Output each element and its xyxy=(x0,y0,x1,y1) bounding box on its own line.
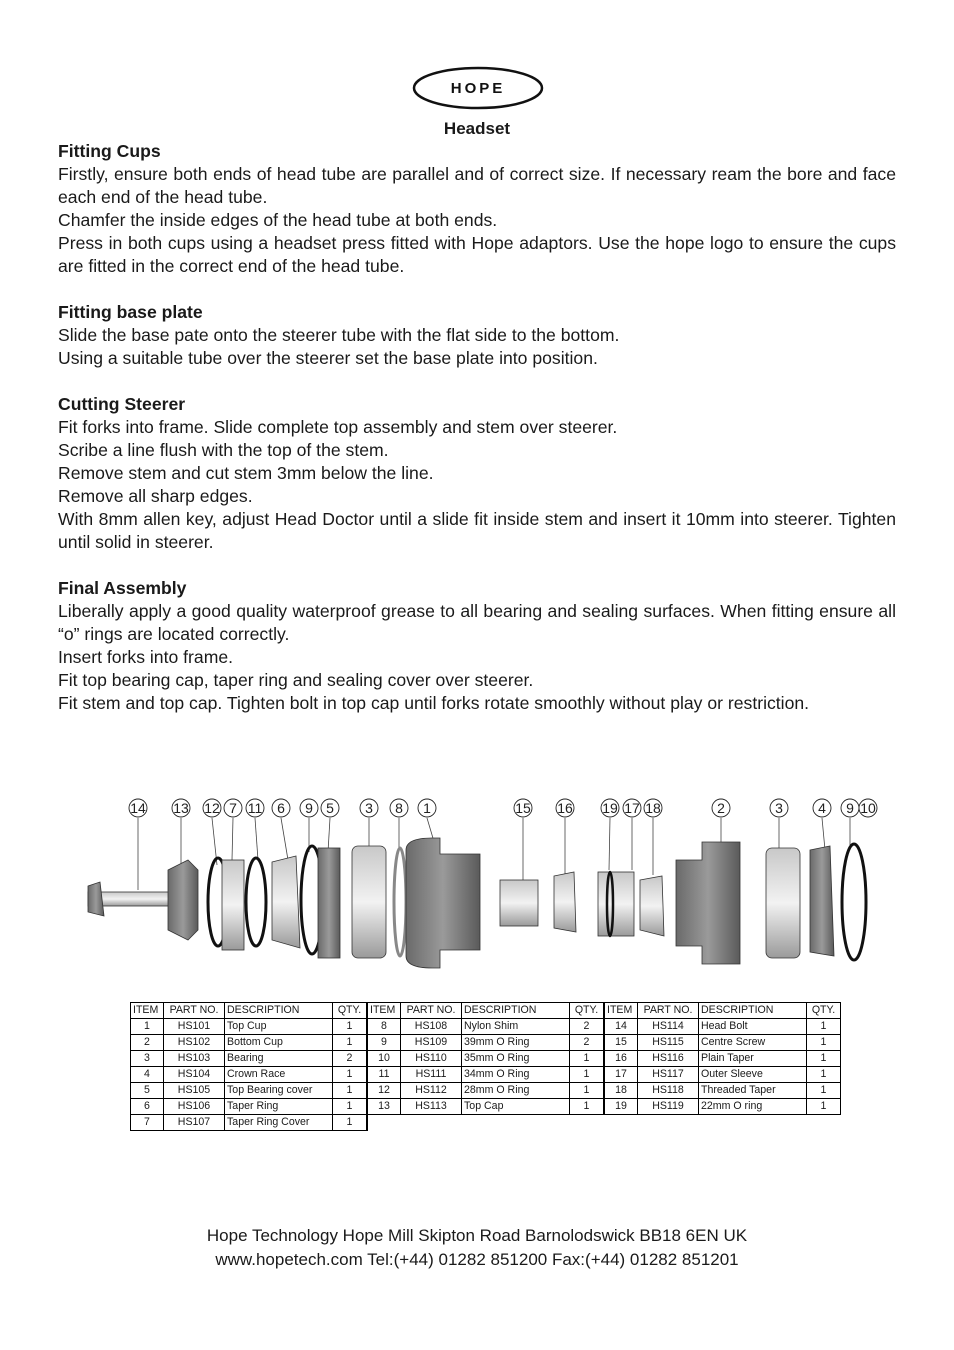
callout-3 xyxy=(360,799,378,817)
table-cell: HS107 xyxy=(164,1115,225,1131)
table-cell: HS102 xyxy=(164,1035,225,1051)
table-cell: Taper Ring Cover xyxy=(225,1115,333,1131)
section-fitting-cups xyxy=(58,140,896,278)
table-cell: 1 xyxy=(333,1067,368,1083)
callout-15 xyxy=(514,799,532,817)
table-cell: Bottom Cup xyxy=(225,1035,333,1051)
callout-14 xyxy=(129,799,147,817)
table-cell: 1 xyxy=(807,1099,841,1115)
table-cell: 34mm O Ring xyxy=(462,1067,570,1083)
column-header: ITEM xyxy=(131,1003,164,1019)
table-cell: 8 xyxy=(367,1019,401,1035)
callout-number: 3 xyxy=(775,800,783,816)
callout-18 xyxy=(644,799,662,817)
callout-1 xyxy=(418,799,436,817)
table-cell: 13 xyxy=(367,1099,401,1115)
section-final-assembly xyxy=(58,577,896,715)
table-cell: Top Cap xyxy=(462,1099,570,1115)
callout-number: 7 xyxy=(229,800,237,816)
table-cell: 6 xyxy=(131,1099,164,1115)
document-title: Headset xyxy=(443,119,511,138)
table-cell: 1 xyxy=(333,1083,368,1099)
paragraph: Press in both cups using a headset press fitted with Hope adaptors. Use the hope logo to ensure the cups are fitted in the correct end of the head tube. xyxy=(58,233,896,276)
table-cell: HS118 xyxy=(638,1083,699,1099)
table-cell: 1 xyxy=(807,1019,841,1035)
table-cell: 17 xyxy=(604,1067,638,1083)
table-row xyxy=(131,1115,841,1131)
section-heading: Fitting base plate xyxy=(58,302,203,322)
column-header: DESCRIPTION xyxy=(699,1003,807,1019)
empty-cell xyxy=(401,1115,462,1131)
part-bearing xyxy=(766,848,800,958)
callout-number: 16 xyxy=(557,800,573,816)
part-35mm-o-ring xyxy=(842,844,866,960)
callout-2 xyxy=(712,799,730,817)
table-cell: HS104 xyxy=(164,1067,225,1083)
table-cell: Taper Ring xyxy=(225,1099,333,1115)
callout-number: 10 xyxy=(860,800,876,816)
section-fitting-base-plate xyxy=(58,301,896,370)
callout-17 xyxy=(623,799,641,817)
table-cell: 11 xyxy=(367,1067,401,1083)
table-cell: 2 xyxy=(570,1019,605,1035)
table-cell: 10 xyxy=(367,1051,401,1067)
paragraph: Liberally apply a good quality waterproof grease to all bearing and sealing surfaces. When fitting ensure all “o” rings are located correctly. xyxy=(58,601,896,644)
table-cell: HS119 xyxy=(638,1099,699,1115)
table-cell: 16 xyxy=(604,1051,638,1067)
table-cell: 22mm O ring xyxy=(699,1099,807,1115)
callout-number: 4 xyxy=(818,800,826,816)
callout-13 xyxy=(172,799,190,817)
parts-table xyxy=(130,1002,841,1131)
callout-4 xyxy=(813,799,831,817)
column-header: QTY. xyxy=(333,1003,368,1019)
callout-number: 14 xyxy=(130,800,146,816)
callout-number: 2 xyxy=(717,800,725,816)
table-cell: Head Bolt xyxy=(699,1019,807,1035)
logo-text: HOPE xyxy=(450,80,506,97)
table-cell: HS116 xyxy=(638,1051,699,1067)
table-cell: HS112 xyxy=(401,1083,462,1099)
callout-number: 9 xyxy=(846,800,854,816)
footer-address: Hope Technology Hope Mill Skipton Road Barnolodswick BB18 6EN UK xyxy=(206,1226,748,1245)
part-crown-race xyxy=(810,846,834,956)
callout-number: 3 xyxy=(365,800,373,816)
part-taper-ring xyxy=(272,856,300,948)
empty-cell xyxy=(462,1115,570,1131)
column-header: ITEM xyxy=(604,1003,638,1019)
part-bearing xyxy=(352,846,386,958)
table-cell: 7 xyxy=(131,1115,164,1131)
column-header: PART NO. xyxy=(638,1003,699,1019)
part-outer-sleeve xyxy=(598,872,634,936)
table-cell: 1 xyxy=(807,1067,841,1083)
paragraph: With 8mm allen key, adjust Head Doctor until a slide fit inside stem and insert it 10mm into steerer. Tighten until solid in steerer. xyxy=(58,509,896,552)
table-cell: Crown Race xyxy=(225,1067,333,1083)
table-cell: HS114 xyxy=(638,1019,699,1035)
part-top-cup xyxy=(406,838,480,968)
callout-number: 9 xyxy=(305,800,313,816)
paragraph: Scribe a line flush with the top of the stem. xyxy=(58,440,389,460)
callout-19 xyxy=(601,799,619,817)
table-cell: Nylon Shim xyxy=(462,1019,570,1035)
part-top-bearing-cover xyxy=(318,848,340,958)
table-cell: 39mm O Ring xyxy=(462,1035,570,1051)
callout-number: 5 xyxy=(326,800,334,816)
column-header: DESCRIPTION xyxy=(225,1003,333,1019)
empty-cell xyxy=(807,1115,841,1131)
table-cell: HS111 xyxy=(401,1067,462,1083)
callout-5 xyxy=(321,799,339,817)
table-cell: 1 xyxy=(570,1099,605,1115)
table-row xyxy=(131,1051,841,1067)
callout-3 xyxy=(770,799,788,817)
callout-6 xyxy=(272,799,290,817)
column-header: PART NO. xyxy=(401,1003,462,1019)
table-cell: 1 xyxy=(570,1067,605,1083)
callout-number: 1 xyxy=(423,800,431,816)
table-cell: Outer Sleeve xyxy=(699,1067,807,1083)
column-header: QTY. xyxy=(807,1003,841,1019)
table-row xyxy=(131,1067,841,1083)
empty-cell xyxy=(570,1115,605,1131)
table-cell: Centre Screw xyxy=(699,1035,807,1051)
table-cell: HS113 xyxy=(401,1099,462,1115)
table-cell: HS117 xyxy=(638,1067,699,1083)
footer-contact: www.hopetech.com Tel:(+44) 01282 851200 Fax:(+44) 01282 851201 xyxy=(215,1250,739,1269)
paragraph: Insert forks into frame. xyxy=(58,647,234,667)
paragraph: Using a suitable tube over the steerer set the base plate into position. xyxy=(58,348,598,368)
paragraph: Fit forks into frame. Slide complete top assembly and stem over steerer. xyxy=(58,417,618,437)
table-cell: HS108 xyxy=(401,1019,462,1035)
table-cell: 2 xyxy=(570,1035,605,1051)
leader-lines xyxy=(138,818,850,890)
table-cell: Plain Taper xyxy=(699,1051,807,1067)
table-cell: Top Bearing cover xyxy=(225,1083,333,1099)
part-top-cap xyxy=(168,860,198,940)
table-cell: 19 xyxy=(604,1099,638,1115)
section-heading: Fitting Cups xyxy=(58,141,161,161)
paragraph: Slide the base pate onto the steerer tube with the flat side to the bottom. xyxy=(58,325,620,345)
part-taper-ring-cover xyxy=(222,860,244,950)
table-row xyxy=(131,1019,841,1035)
hope-logo xyxy=(412,66,544,110)
table-cell: 1 xyxy=(807,1083,841,1099)
table-cell: 1 xyxy=(333,1035,368,1051)
table-cell: HS105 xyxy=(164,1083,225,1099)
table-cell: 2 xyxy=(131,1035,164,1051)
empty-cell xyxy=(699,1115,807,1131)
callout-16 xyxy=(556,799,574,817)
table-cell: 4 xyxy=(131,1067,164,1083)
table-cell: Threaded Taper xyxy=(699,1083,807,1099)
column-header: DESCRIPTION xyxy=(462,1003,570,1019)
column-header: PART NO. xyxy=(164,1003,225,1019)
table-cell: 28mm O Ring xyxy=(462,1083,570,1099)
table-cell: 18 xyxy=(604,1083,638,1099)
table-cell: 35mm O Ring xyxy=(462,1051,570,1067)
empty-cell xyxy=(638,1115,699,1131)
table-row xyxy=(131,1083,841,1099)
callout-number: 19 xyxy=(602,800,618,816)
table-cell: 14 xyxy=(604,1019,638,1035)
table-cell: 1 xyxy=(131,1019,164,1035)
callout-number: 8 xyxy=(395,800,403,816)
table-cell: 1 xyxy=(333,1115,368,1131)
table-row xyxy=(131,1035,841,1051)
paragraph: Remove stem and cut stem 3mm below the line. xyxy=(58,463,434,483)
column-header: QTY. xyxy=(570,1003,605,1019)
callout-9 xyxy=(300,799,318,817)
callout-7 xyxy=(224,799,242,817)
table-cell: Bearing xyxy=(225,1051,333,1067)
part-centre-screw xyxy=(500,880,538,926)
callout-number: 15 xyxy=(515,800,531,816)
callout-labels xyxy=(129,799,877,817)
table-cell: 2 xyxy=(333,1051,368,1067)
callout-11 xyxy=(246,799,264,817)
part-threaded-taper xyxy=(640,876,664,936)
exploded-diagram xyxy=(60,790,890,990)
table-cell: 1 xyxy=(807,1035,841,1051)
callout-12 xyxy=(203,799,221,817)
table-cell: 1 xyxy=(570,1083,605,1099)
part-nylon-shim xyxy=(394,848,406,956)
table-cell: 15 xyxy=(604,1035,638,1051)
paragraph: Fit stem and top cap. Tighten bolt in top cap until forks rotate smoothly without play or restriction. xyxy=(58,693,810,713)
paragraph: Remove all sharp edges. xyxy=(58,486,253,506)
part-34mm-o-ring xyxy=(246,858,266,946)
section-cutting-steerer xyxy=(58,393,896,554)
table-cell: 12 xyxy=(367,1083,401,1099)
footer xyxy=(0,1224,954,1272)
empty-cell xyxy=(604,1115,638,1131)
callout-number: 17 xyxy=(624,800,640,816)
table-cell: 1 xyxy=(333,1099,368,1115)
section-heading: Final Assembly xyxy=(58,578,187,598)
table-cell: Top Cup xyxy=(225,1019,333,1035)
table-header-row xyxy=(131,1003,841,1019)
callout-10 xyxy=(859,799,877,817)
table-cell: HS103 xyxy=(164,1051,225,1067)
table-cell: HS110 xyxy=(401,1051,462,1067)
instructions xyxy=(58,140,896,738)
section-heading: Cutting Steerer xyxy=(58,394,186,414)
table-cell: 9 xyxy=(367,1035,401,1051)
callout-number: 12 xyxy=(204,800,220,816)
paragraph: Firstly, ensure both ends of head tube are parallel and of correct size. If necessary ream the bore and face each end of the head tube. xyxy=(58,164,896,207)
callout-number: 18 xyxy=(645,800,661,816)
part-plain-taper xyxy=(554,872,576,932)
paragraph: Chamfer the inside edges of the head tube at both ends. xyxy=(58,210,498,230)
part-bottom-cup xyxy=(676,842,740,964)
table-cell: 5 xyxy=(131,1083,164,1099)
callout-number: 6 xyxy=(277,800,285,816)
table-cell: 1 xyxy=(807,1051,841,1067)
table-cell: HS115 xyxy=(638,1035,699,1051)
empty-cell xyxy=(367,1115,401,1131)
table-cell: 1 xyxy=(333,1019,368,1035)
column-header: ITEM xyxy=(367,1003,401,1019)
callout-number: 13 xyxy=(173,800,189,816)
table-cell: 3 xyxy=(131,1051,164,1067)
table-cell: HS101 xyxy=(164,1019,225,1035)
callout-8 xyxy=(390,799,408,817)
table-cell: HS106 xyxy=(164,1099,225,1115)
table-row xyxy=(131,1099,841,1115)
table-cell: HS109 xyxy=(401,1035,462,1051)
table-cell: 1 xyxy=(570,1051,605,1067)
paragraph: Fit top bearing cap, taper ring and sealing cover over steerer. xyxy=(58,670,534,690)
callout-number: 11 xyxy=(247,800,263,816)
callout-9 xyxy=(841,799,859,817)
